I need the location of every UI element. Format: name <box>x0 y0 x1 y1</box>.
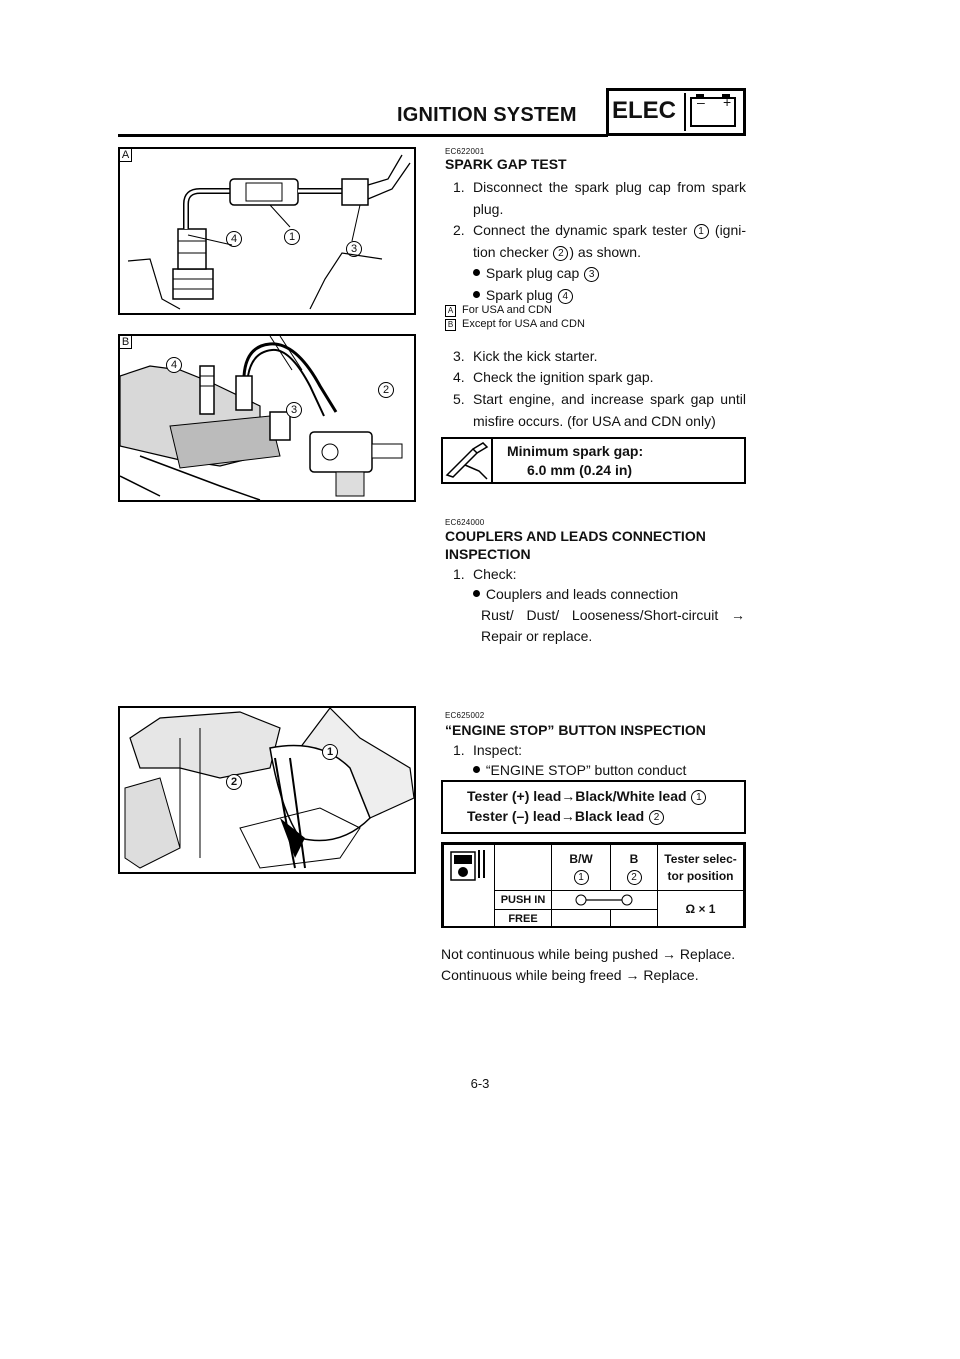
step-text-part: Connect the dynamic spark tester <box>473 222 688 238</box>
header-rule <box>118 134 608 137</box>
step-text: Disconnect the spark plug cap from spark plug. <box>473 179 746 217</box>
col-bw-label: B/W <box>569 851 593 866</box>
step-number: 1. <box>453 566 465 582</box>
callout-1: 1 <box>284 229 300 245</box>
note-text: For USA and CDN <box>462 304 552 316</box>
step-number: 2. <box>453 222 465 238</box>
ref-circle: 3 <box>584 267 599 282</box>
section-heading: SPARK GAP TEST <box>445 156 567 172</box>
step-number: 4. <box>453 369 465 385</box>
col-selector-header <box>658 845 744 891</box>
col-selector-line1: Tester selec- <box>664 851 737 866</box>
note-b <box>445 318 585 331</box>
bullet-text: Spark plug <box>485 287 553 303</box>
continuity-symbol <box>552 891 656 909</box>
bullet-text: Couplers and leads connection <box>485 586 679 602</box>
step-3 <box>453 346 746 368</box>
step-text-part: (igni-tion checker <box>473 222 747 260</box>
check-action: Repair or replace. <box>481 628 593 644</box>
section-heading-cont: INSPECTION <box>445 546 531 562</box>
free-bw <box>552 910 611 928</box>
tester-minus-text: Tester (–) lead→Black lead <box>467 808 645 824</box>
section-code: EC625002 <box>445 711 485 720</box>
callout-4: 4 <box>166 357 182 373</box>
spec-label: Minimum spark gap: <box>507 443 644 459</box>
spec-box-spark-gap <box>441 437 746 484</box>
bullet-item <box>473 760 686 782</box>
ref-circle: 1 <box>691 790 706 805</box>
ref-circle: 4 <box>558 289 573 304</box>
battery-icon <box>684 93 740 131</box>
step-number: 3. <box>453 348 465 364</box>
step-1 <box>453 740 746 762</box>
tester-plus-line <box>467 788 707 805</box>
tester-minus-line <box>467 808 665 825</box>
figure-label-a: A <box>119 148 132 162</box>
selector-position: Ω × 1 <box>658 891 744 928</box>
engine-stop-illustration <box>120 708 414 872</box>
callout-3: 3 <box>286 402 302 418</box>
tester-lead-box <box>441 780 746 834</box>
step-text: Start engine, and increase spark gap until misfire occurs. (for USA and CDN only) <box>473 391 746 429</box>
note-a <box>445 304 552 317</box>
row-free: FREE <box>495 910 552 928</box>
figure-spark-tester-b <box>118 334 416 502</box>
push-in-continuity <box>552 891 658 910</box>
step-number: 5. <box>453 391 465 407</box>
figure-spark-tester-a <box>118 147 416 315</box>
result-pushed: Not continuous while being pushed → Replace. <box>441 946 736 962</box>
bullet-text: “ENGINE STOP” button conduct <box>485 762 687 778</box>
multimeter-icon-cell <box>444 845 495 891</box>
col-b-header <box>611 845 658 891</box>
step-text-part: ) as shown. <box>569 243 641 260</box>
free-b <box>611 910 658 928</box>
row-push-in: PUSH IN <box>495 891 552 910</box>
section-code: EC622001 <box>445 147 485 156</box>
step-number: 1. <box>453 179 465 195</box>
result-freed: Continuous while being freed → Replace. <box>441 967 699 983</box>
step-5 <box>453 389 746 433</box>
step-2 <box>453 220 746 264</box>
bullet-text: Spark plug cap <box>485 265 580 281</box>
caliper-icon <box>443 439 493 482</box>
section-heading: “ENGINE STOP” BUTTON INSPECTION <box>445 722 706 738</box>
step-1 <box>453 177 746 221</box>
section-heading: COUPLERS AND LEADS CONNECTION <box>445 528 706 544</box>
check-criteria: Rust/ Dust/ Looseness/Short-circuit → <box>481 607 745 623</box>
figure-engine-stop-button <box>118 706 416 874</box>
ref-circle: 1 <box>694 224 709 239</box>
col-b-label: B <box>629 851 639 866</box>
callout-3: 3 <box>346 241 362 257</box>
step-text: Check: <box>473 566 517 582</box>
spec-value: 6.0 mm (0.24 in) <box>527 462 633 478</box>
note-key: A <box>445 305 456 317</box>
tester-plus-text: Tester (+) lead→Black/White lead <box>467 788 687 804</box>
spark-tester-illustration <box>120 149 414 313</box>
note-key: B <box>445 319 456 331</box>
bullet-item <box>473 584 678 606</box>
bullet-item <box>473 263 600 285</box>
col-bw-header <box>552 845 611 891</box>
callout-2: 2 <box>378 382 394 398</box>
battery-minus: – <box>697 94 705 110</box>
section-badge-label: ELEC <box>612 97 677 124</box>
section-code: EC624000 <box>445 518 485 527</box>
figure-label-b: B <box>119 335 132 349</box>
step-number: 1. <box>453 742 465 758</box>
ref-circle: 2 <box>627 870 642 885</box>
engine-with-tester-illustration <box>120 336 414 500</box>
battery-plus: + <box>723 94 732 110</box>
callout-1: 1 <box>322 744 338 760</box>
continuity-table <box>441 842 746 928</box>
multimeter-icon <box>449 848 489 884</box>
note-text: Except for USA and CDN <box>462 318 585 330</box>
icon-cell-lower <box>444 891 495 928</box>
ref-circle: 1 <box>574 870 589 885</box>
header-blank <box>495 845 552 891</box>
callout-4: 4 <box>226 231 242 247</box>
col-selector-line2: tor position <box>667 868 734 883</box>
callout-2: 2 <box>226 774 242 790</box>
page-title: IGNITION SYSTEM <box>397 104 577 126</box>
step-text: Kick the kick starter. <box>473 348 598 364</box>
step-text: Inspect: <box>473 742 523 758</box>
step-1 <box>453 564 746 586</box>
step-4 <box>453 367 746 389</box>
step-text: Check the ignition spark gap. <box>473 369 654 385</box>
ref-circle: 2 <box>649 810 664 825</box>
step-text <box>473 220 746 263</box>
page-number: 6-3 <box>470 1076 490 1091</box>
ref-circle: 2 <box>553 246 568 261</box>
